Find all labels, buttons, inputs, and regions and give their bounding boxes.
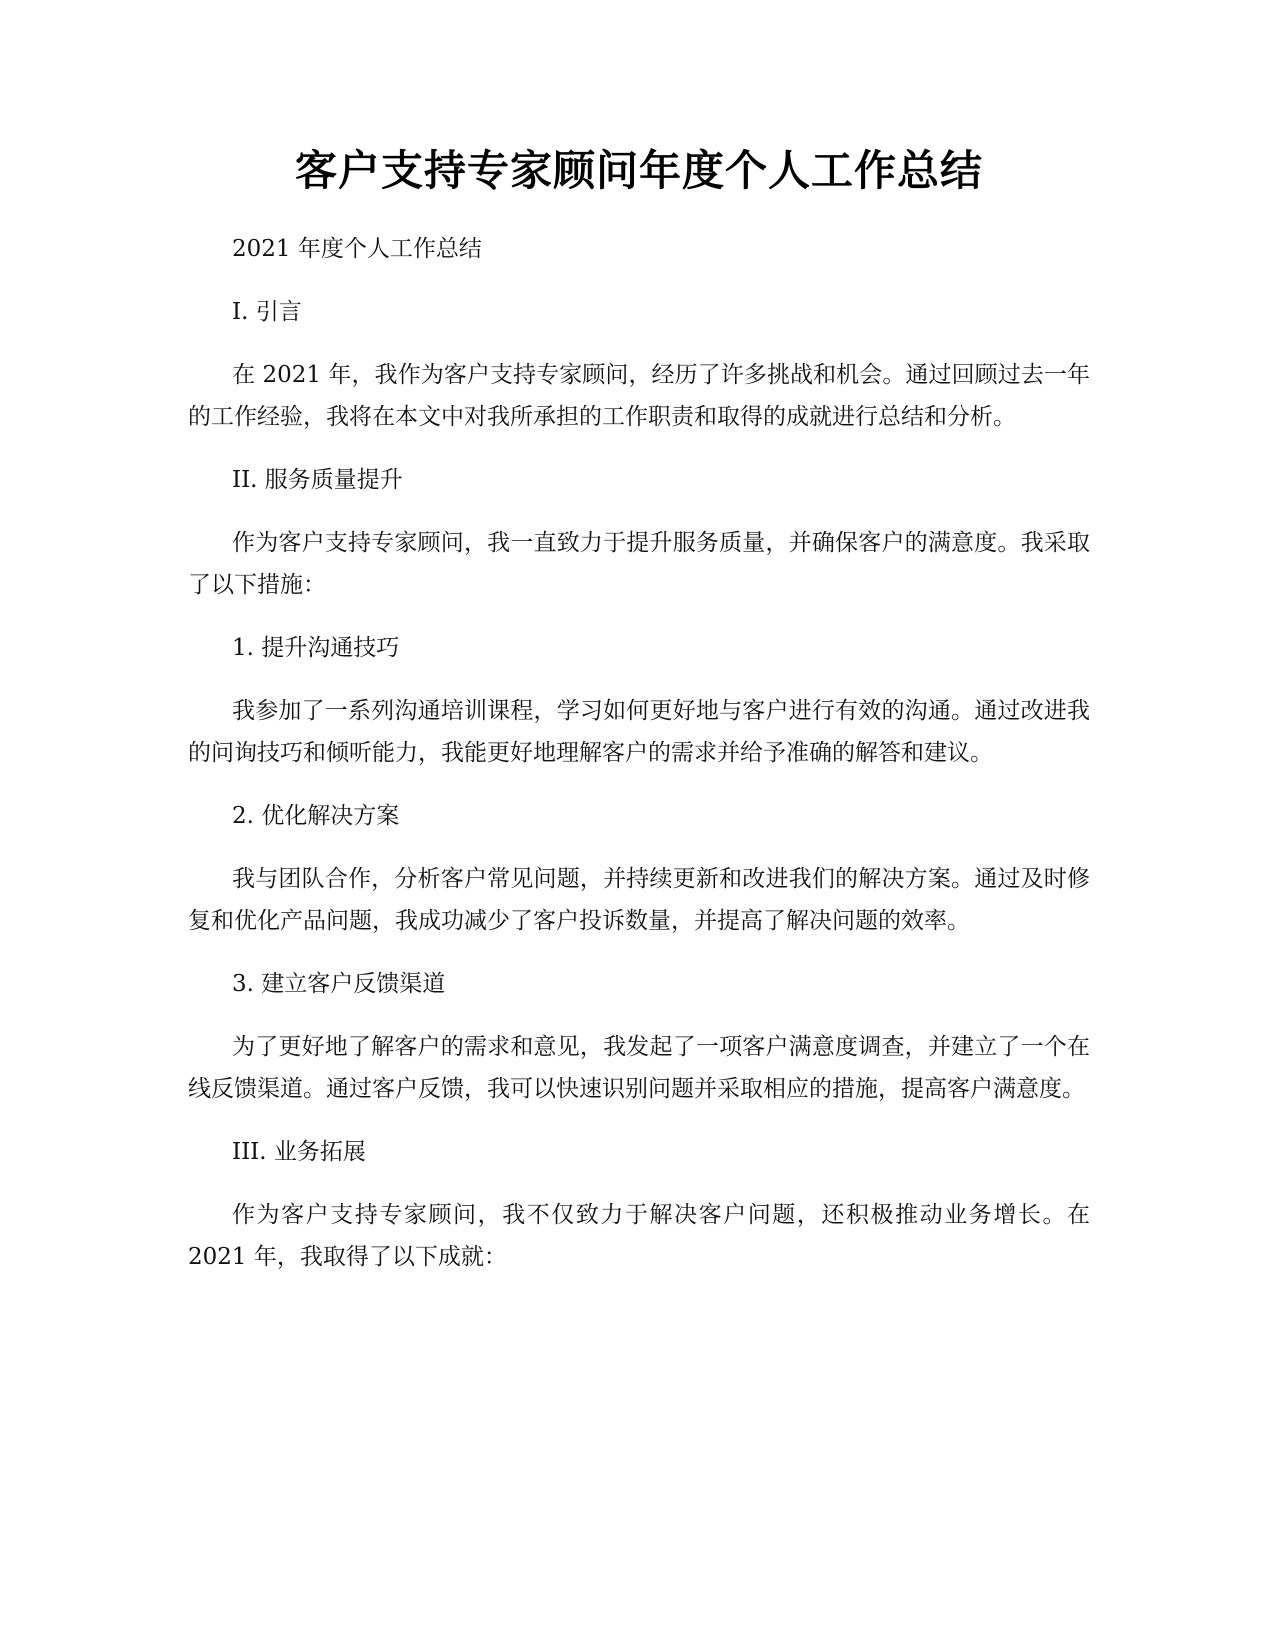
introduction-paragraph: 在 2021 年，我作为客户支持专家顾问，经历了许多挑战和机会。通过回顾过去一年的工作经验，我将在本文中对我所承担的工作职责和取得的成就进行总结和分析。: [188, 362, 1090, 430]
section-heading-business-expansion: III. 业务拓展: [232, 1139, 366, 1165]
document-title: 客户支持专家顾问年度个人工作总结: [294, 146, 983, 195]
business-expansion-paragraph: 作为客户支持专家顾问，我不仅致力于解决客户问题，还积极推动业务增长。在 2021 年，我取得了以下成就：: [188, 1202, 1090, 1270]
service-quality-paragraph: 作为客户支持专家顾问，我一直致力于提升服务质量，并确保客户的满意度。我采取了以下措施：: [188, 530, 1090, 598]
feedback-channel-paragraph: 为了更好地了解客户的需求和意见，我发起了一项客户满意度调查，并建立了一个在线反馈渠道。通过客户反馈，我可以快速识别问题并采取相应的措施，提高客户满意度。: [188, 1034, 1090, 1102]
section-heading-introduction: I. 引言: [232, 299, 302, 325]
subtitle-line: 2021 年度个人工作总结: [232, 236, 482, 262]
communication-paragraph: 我参加了一系列沟通培训课程，学习如何更好地与客户进行有效的沟通。通过改进我的问询技巧和倾听能力，我能更好地理解客户的需求并给予准确的解答和建议。: [188, 698, 1090, 766]
section-heading-service-quality: II. 服务质量提升: [232, 467, 403, 493]
item-heading-communication: 1. 提升沟通技巧: [232, 635, 400, 661]
item-heading-feedback-channel: 3. 建立客户反馈渠道: [232, 971, 446, 997]
solutions-paragraph: 我与团队合作，分析客户常见问题，并持续更新和改进我们的解决方案。通过及时修复和优化产品问题，我成功减少了客户投诉数量，并提高了解决问题的效率。: [188, 866, 1090, 934]
item-heading-solutions: 2. 优化解决方案: [232, 803, 400, 829]
